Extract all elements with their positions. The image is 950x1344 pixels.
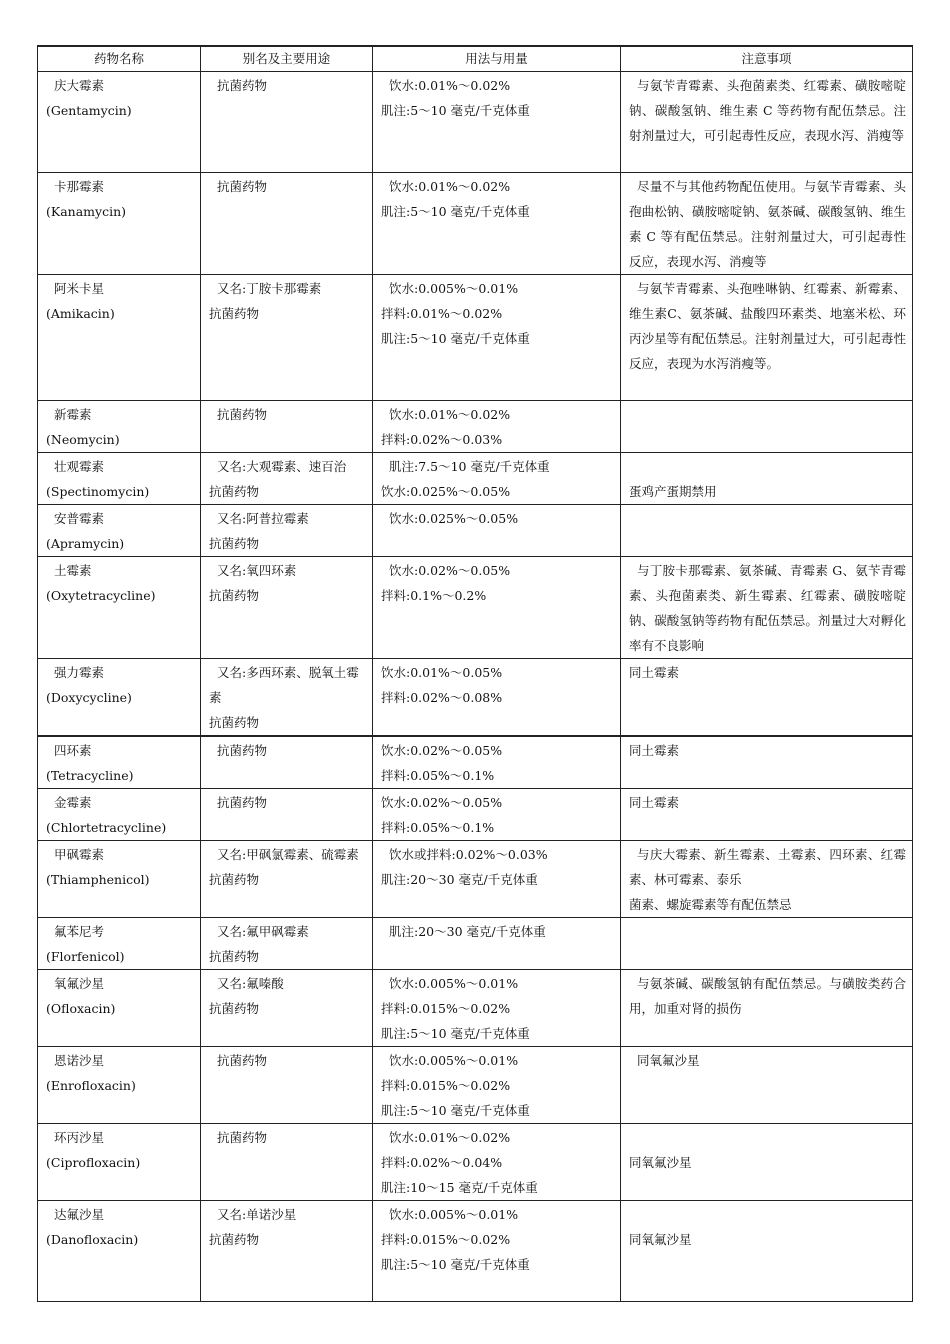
dosage-line: 肌注:5～10 毫克/千克体重 [381,204,530,219]
dosage-line: 饮水:0.01%～0.02% [389,1130,511,1145]
header-alias-usage: 别名及主要用途 [201,46,373,72]
alias-line: 抗菌药物 [217,743,268,758]
dosage-line: 饮水:0.005%～0.01% [389,976,519,991]
dosage-cell [373,736,621,789]
drug-name-cell [38,453,201,505]
dosage-line: 饮水:0.01%～0.02% [389,407,511,422]
alias-cell [201,275,373,401]
dosage-line: 拌料:0.05%～0.1% [381,820,495,835]
notes-text: 同氧氟沙星 [637,1053,700,1068]
drug-name-en: (Apramycin) [46,536,125,551]
drug-name-en: (Ciprofloxacin) [46,1155,141,1170]
dosage-cell [373,557,621,659]
table-row [38,659,913,737]
alias-cell [201,557,373,659]
dosage-line: 拌料:0.02%～0.08% [381,690,503,705]
dosage-line: 饮水:0.02%～0.05% [381,743,503,758]
notes-cell [621,736,913,789]
alias-line: 抗菌药物 [217,78,268,93]
alias-line: 抗菌药物 [209,872,260,887]
alias-line: 又名:大观霉素、速百治 [217,459,347,474]
drug-name-cn: 环丙沙星 [54,1130,105,1145]
dosage-cell [373,453,621,505]
alias-cell [201,1124,373,1201]
notes-text: 菌素、螺旋霉素等有配伍禁忌 [629,897,792,912]
drug-name-en: (Spectinomycin) [46,484,150,499]
dosage-line: 肌注:7.5～10 毫克/千克体重 [389,459,550,474]
drug-name-cn: 壮观霉素 [54,459,105,474]
table-row [38,1201,913,1302]
drug-name-cn: 金霉素 [54,795,92,810]
drug-name-cn: 氟苯尼考 [54,924,105,939]
notes-cell [621,401,913,453]
drug-name-cell [38,1047,201,1124]
table-row [38,401,913,453]
drug-name-en: (Florfenicol) [46,949,125,964]
drug-name-cell [38,275,201,401]
alias-line: 又名:丁胺卡那霉素 [217,281,322,296]
dosage-line: 肌注:20～30 毫克/千克体重 [389,924,546,939]
dosage-line: 饮水:0.005%～0.01% [389,1053,519,1068]
dosage-line: 饮水:0.02%～0.05% [381,795,503,810]
alias-line: 又名:氟甲砜霉素 [217,924,309,939]
dosage-line: 肌注:10～15 毫克/千克体重 [381,1180,538,1195]
drug-name-cell [38,970,201,1047]
drug-name-cn: 氧氟沙星 [54,976,105,991]
drug-name-cell [38,1201,201,1302]
dosage-line: 拌料:0.015%～0.02% [381,1232,511,1247]
alias-line: 抗菌药物 [209,1232,260,1247]
table-row [38,557,913,659]
dosage-cell [373,841,621,918]
alias-line: 抗菌药物 [217,1053,268,1068]
dosage-cell [373,1047,621,1124]
alias-cell [201,841,373,918]
alias-cell [201,970,373,1047]
drug-name-cn: 甲砜霉素 [54,847,105,862]
dosage-line: 拌料:0.015%～0.02% [381,1078,511,1093]
notes-cell [621,1124,913,1201]
notes-text: 同土霉素 [629,795,680,810]
alias-line: 又名:阿普拉霉素 [217,511,309,526]
drug-name-cell [38,173,201,275]
dosage-cell [373,1124,621,1201]
drug-name-cn: 卡那霉素 [54,179,105,194]
dosage-line: 拌料:0.02%～0.03% [381,432,503,447]
dosage-cell [373,401,621,453]
alias-line: 又名:多西环素、脱氧土霉素 [209,665,359,705]
dosage-line: 饮水:0.005%～0.01% [389,1207,519,1222]
alias-line: 抗菌药物 [209,484,260,499]
alias-line: 抗菌药物 [209,715,260,730]
notes-text: 与氨苄青霉素、头孢菌素类、红霉素、磺胺嘧啶钠、碳酸氢钠、维生素 C 等药物有配伍禁忌。注射剂量过大，可引起毒性反应，表现水泻、消瘦等 [629,78,906,143]
table-row [38,72,913,173]
notes-text: 与庆大霉素、新生霉素、土霉素、四环素、红霉素、林可霉素、泰乐 [629,847,906,887]
drug-name-cn: 强力霉素 [54,665,105,680]
table-row [38,275,913,401]
drug-name-en: (Kanamycin) [46,204,127,219]
notes-cell [621,453,913,505]
notes-text: 同氧氟沙星 [629,1232,692,1247]
drug-name-en: (Ofloxacin) [46,1001,116,1016]
drug-name-cell [38,659,201,737]
dosage-line: 肌注:5～10 毫克/千克体重 [381,1103,530,1118]
dosage-cell [373,505,621,557]
notes-cell [621,557,913,659]
alias-cell [201,918,373,970]
dosage-line: 饮水:0.02%～0.05% [389,563,511,578]
notes-text: 同土霉素 [629,743,680,758]
alias-cell [201,505,373,557]
alias-line: 抗菌药物 [217,1130,268,1145]
alias-cell [201,72,373,173]
notes-cell [621,918,913,970]
table-row [38,1047,913,1124]
table-row [38,841,913,918]
dosage-line: 饮水:0.025%～0.05% [389,511,519,526]
notes-text: 蛋鸡产蛋期禁用 [629,484,717,499]
notes-cell [621,505,913,557]
notes-cell [621,72,913,173]
table-row [38,736,913,789]
alias-line: 抗菌药物 [209,588,260,603]
drug-name-en: (Amikacin) [46,306,115,321]
drug-name-cn: 安普霉素 [54,511,105,526]
dosage-line: 肌注:5～10 毫克/千克体重 [381,1026,530,1041]
dosage-line: 肌注:5～10 毫克/千克体重 [381,1257,530,1272]
table-row [38,789,913,841]
drug-name-en: (Oxytetracycline) [46,588,156,603]
alias-line: 抗菌药物 [217,795,268,810]
drug-name-cn: 恩诺沙星 [54,1053,105,1068]
dosage-line: 饮水:0.01%～0.02% [389,179,511,194]
drug-name-cn: 阿米卡星 [54,281,105,296]
drug-name-cell [38,736,201,789]
drug-name-en: (Neomycin) [46,432,120,447]
dosage-line: 肌注:5～10 毫克/千克体重 [381,103,530,118]
dosage-cell [373,275,621,401]
table-row [38,173,913,275]
table-row [38,970,913,1047]
dosage-cell [373,1201,621,1302]
drug-name-cell [38,789,201,841]
drug-name-en: (Thiamphenicol) [46,872,150,887]
alias-line: 抗菌药物 [209,306,260,321]
dosage-line: 饮水:0.01%～0.02% [389,78,511,93]
drug-name-cell [38,841,201,918]
table-row [38,918,913,970]
notes-text: 同土霉素 [629,665,680,680]
dosage-line: 拌料:0.015%～0.02% [381,1001,511,1016]
notes-text: 与氨茶碱、碳酸氢钠有配伍禁忌。与磺胺类药合用，加重对肾的损伤 [629,976,906,1016]
drug-name-en: (Enrofloxacin) [46,1078,136,1093]
header-row [38,46,913,72]
dosage-line: 拌料:0.02%～0.04% [381,1155,503,1170]
header-dosage: 用法与用量 [373,46,621,72]
notes-cell [621,275,913,401]
alias-cell [201,789,373,841]
drug-name-cell [38,72,201,173]
dosage-line: 拌料:0.1%～0.2% [381,588,487,603]
dosage-line: 拌料:0.01%～0.02% [381,306,503,321]
alias-line: 抗菌药物 [217,407,268,422]
alias-line: 抗菌药物 [209,536,260,551]
alias-line: 又名:氟嗪酸 [217,976,284,991]
notes-cell [621,1047,913,1124]
drug-name-cn: 土霉素 [54,563,92,578]
drug-name-en: (Chlortetracycline) [46,820,167,835]
alias-cell [201,401,373,453]
dosage-line: 拌料:0.05%～0.1% [381,768,495,783]
notes-cell [621,173,913,275]
dosage-line: 饮水:0.005%～0.01% [389,281,519,296]
header-drug-name: 药物名称 [38,46,201,72]
alias-cell [201,736,373,789]
drug-name-cn: 四环素 [54,743,92,758]
notes-cell [621,659,913,737]
alias-line: 又名:甲砜氯霉素、硫霉素 [217,847,359,862]
alias-cell [201,173,373,275]
dosage-cell [373,72,621,173]
drug-name-cell [38,401,201,453]
dosage-line: 饮水或拌料:0.02%～0.03% [389,847,548,862]
drug-name-en: (Danofloxacin) [46,1232,139,1247]
alias-line: 又名:单诺沙星 [217,1207,297,1222]
alias-line: 抗菌药物 [217,179,268,194]
notes-cell [621,1201,913,1302]
drug-name-cell [38,557,201,659]
notes-cell [621,789,913,841]
alias-cell [201,659,373,737]
notes-text: 与丁胺卡那霉素、氨茶碱、青霉素 G、氨苄青霉素、头孢菌素类、新生霉素、红霉素、磺胺嘧啶钠、碳酸氢钠等药物有配伍禁忌。剂量过大对孵化率有不良影响 [629,563,906,653]
notes-cell [621,841,913,918]
dosage-cell [373,970,621,1047]
dosage-line: 饮水:0.01%～0.05% [381,665,503,680]
drug-name-cn: 达氟沙星 [54,1207,105,1222]
table-row [38,453,913,505]
alias-cell [201,1047,373,1124]
alias-cell [201,1201,373,1302]
drug-name-cell [38,505,201,557]
drug-name-cell [38,918,201,970]
dosage-line: 肌注:20～30 毫克/千克体重 [381,872,538,887]
drug-name-en: (Tetracycline) [46,768,134,783]
dosage-cell [373,789,621,841]
notes-text: 尽量不与其他药物配伍使用。与氨苄青霉素、头孢曲松钠、磺胺嘧啶钠、氨茶碱、碳酸氢钠、维生素 C 等有配伍禁忌。注射剂量过大，可引起毒性反应，表现水泻、消瘦等 [629,179,906,269]
dosage-cell [373,659,621,737]
notes-text: 同氧氟沙星 [629,1155,692,1170]
dosage-cell [373,918,621,970]
drug-name-en: (Doxycycline) [46,690,132,705]
drug-name-cn: 庆大霉素 [54,78,105,93]
notes-cell [621,970,913,1047]
dosage-cell [373,173,621,275]
drug-table [37,45,913,1302]
drug-name-cn: 新霉素 [54,407,92,422]
table-row [38,1124,913,1201]
drug-name-en: (Gentamycin) [46,103,132,118]
notes-text: 与氨苄青霉素、头孢唑啉钠、红霉素、新霉素、维生素C、氨茶碱、盐酸四环素类、地塞米松、环丙沙星等有配伍禁忌。注射剂量过大，可引起毒性反应，表现为水泻消瘦等。 [629,281,906,371]
drug-name-cell [38,1124,201,1201]
table-row [38,505,913,557]
alias-line: 抗菌药物 [209,1001,260,1016]
header-notes: 注意事项 [621,46,913,72]
alias-cell [201,453,373,505]
dosage-line: 肌注:5～10 毫克/千克体重 [381,331,530,346]
alias-line: 又名:氧四环素 [217,563,297,578]
dosage-line: 饮水:0.025%～0.05% [381,484,511,499]
alias-line: 抗菌药物 [209,949,260,964]
